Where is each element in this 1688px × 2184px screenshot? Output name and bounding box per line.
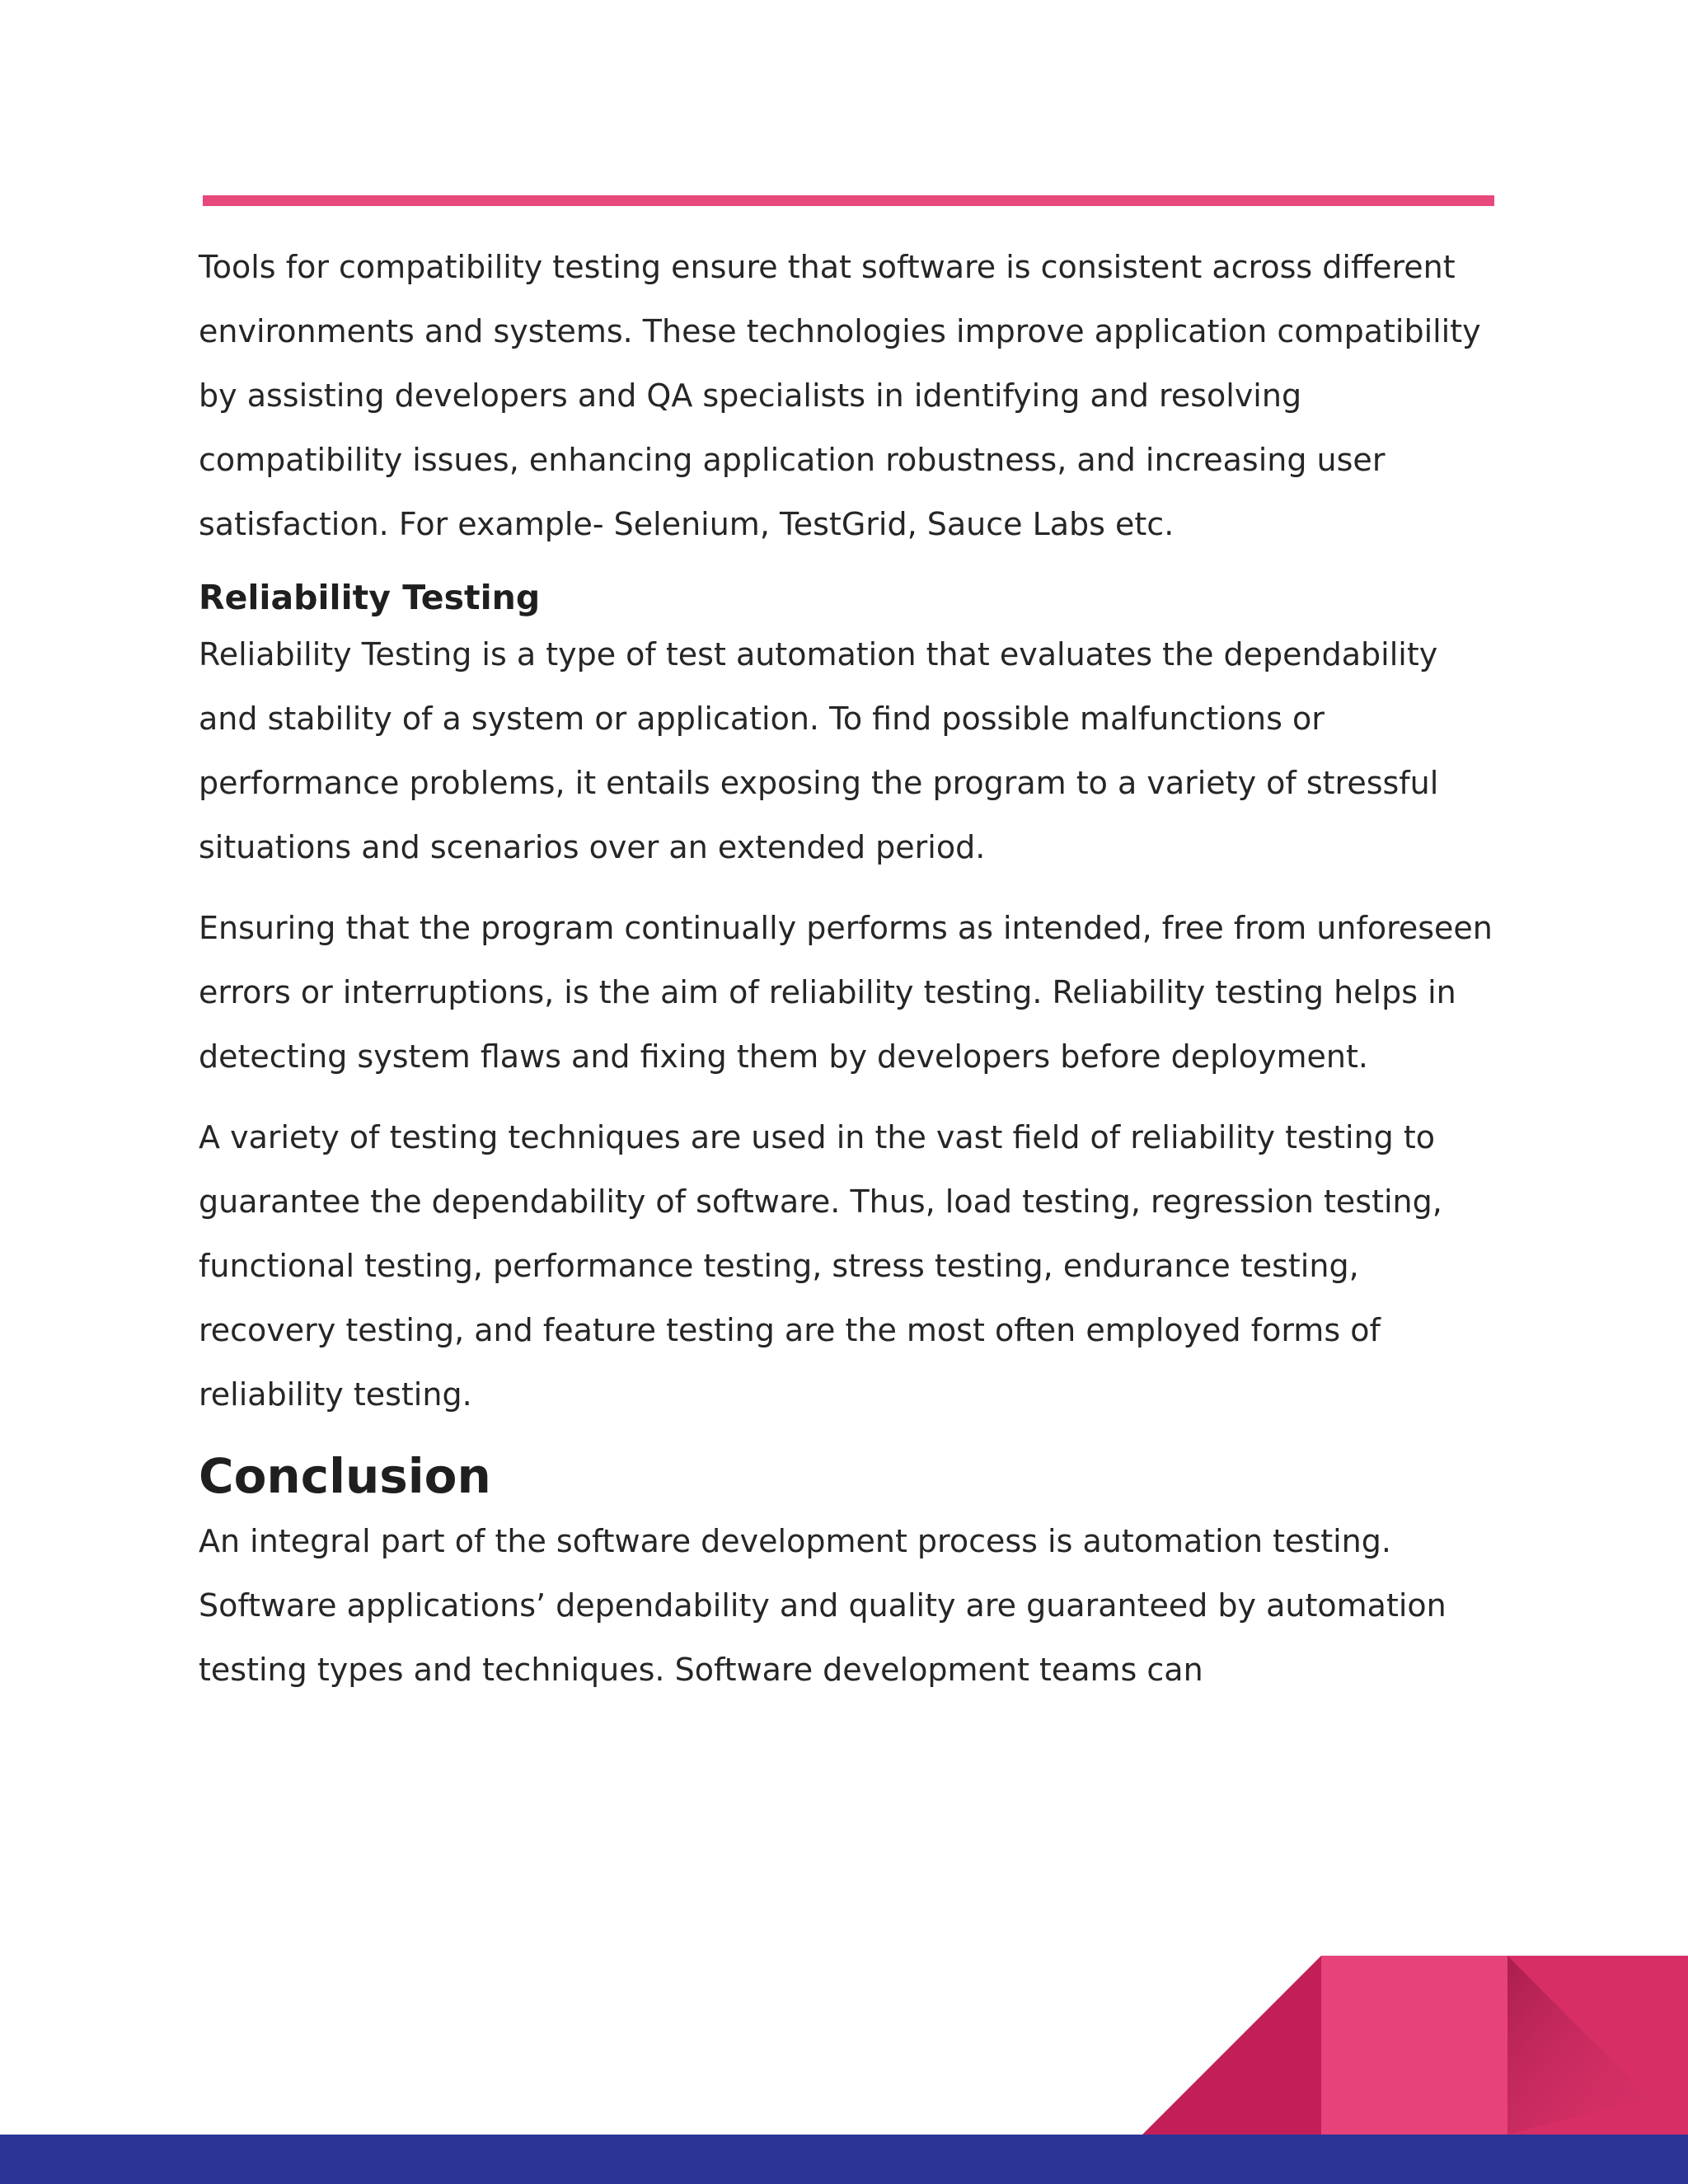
intro-paragraph: Tools for compatibility testing ensure that software is consistent across different environments and systems. These technologies improve application compatibility by assisting developers and QA specialists in identifying and resolving compatibility issues, enhancing application robustness, and increasing user satisfaction. For example- Selenium, TestGrid, Sauce Labs etc. bbox=[199, 249, 1481, 542]
conclusion-paragraph: An integral part of the software development process is automation testing. Software applications’ dependability and quality are guaranteed by automation testing types and techniques. Software development teams can bbox=[199, 1523, 1447, 1688]
reliability-testing-heading: Reliability Testing bbox=[199, 578, 541, 617]
pink-block bbox=[1321, 1956, 1507, 2135]
conclusion-heading: Conclusion bbox=[199, 1448, 491, 1504]
reliability-paragraph-2: Ensuring that the program continually performs as intended, free from unforeseen errors or interruptions, is the aim of reliability testing. Reliability testing helps in detecting system flaws and fixing them by developers before deployment. bbox=[199, 910, 1493, 1075]
dark-pink-triangle bbox=[1142, 1956, 1321, 2135]
navy-footer-bar bbox=[0, 2135, 1688, 2184]
reliability-paragraph-1: Reliability Testing is a type of test automation that evaluates the dependability and stability of a system or application. To find possible malfunctions or performance problems, it entails exposing the program to a variety of stressful situations and scenarios over an extended period. bbox=[199, 636, 1439, 865]
reliability-paragraph-3: A variety of testing techniques are used in the vast field of reliability testing to guarantee the dependability of software. Thus, load testing, regression testing, functional testing, performance testing, stress testing, endurance testing, recovery testing, and feature testing are the most often employed forms of reliability testing. bbox=[199, 1119, 1442, 1413]
